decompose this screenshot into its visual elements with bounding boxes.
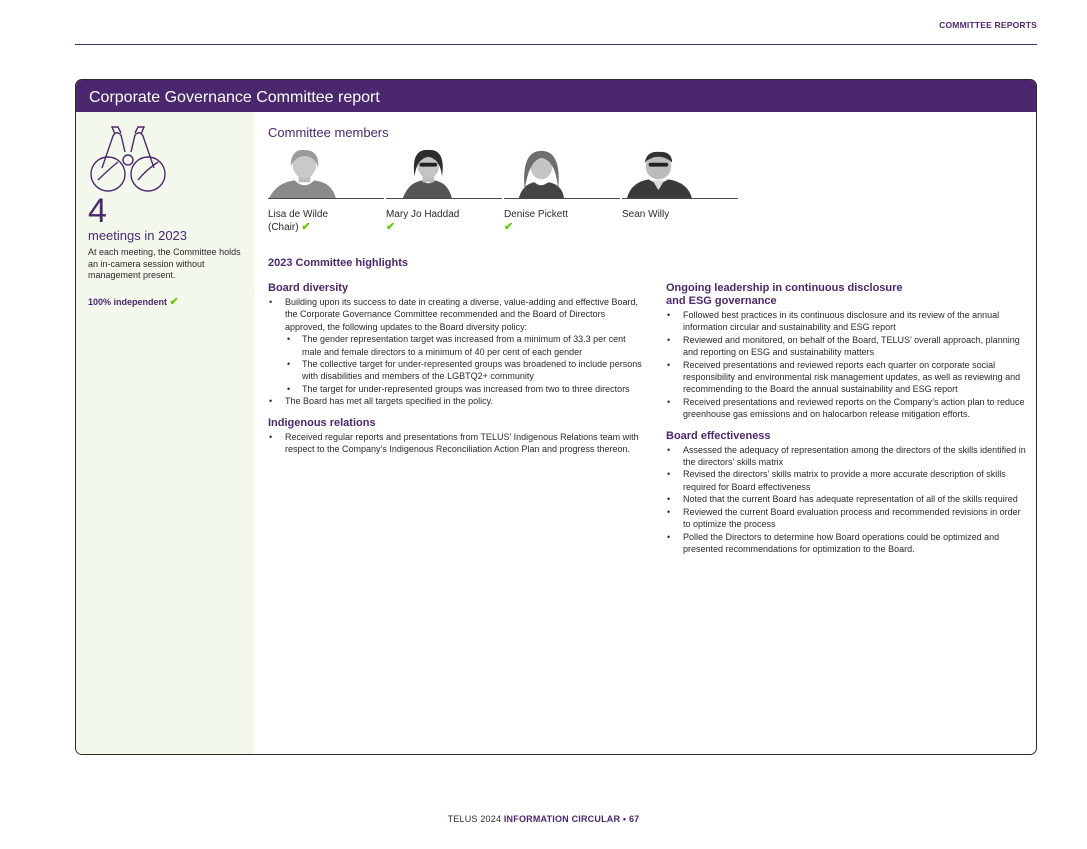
disclosure-title xyxy=(666,282,1026,308)
list-item: • Received regular reports and presentations from TELUS’ Indigenous Relations team with respect to the Company’s Indigenous Reconciliation Action Plan and progress thereon. xyxy=(268,431,643,456)
list-item: • Reviewed the current Board evaluation process and recommended revisions in order to optimize the process xyxy=(666,506,1026,531)
header-rule xyxy=(75,44,1037,45)
list-item-text: Building upon its success to date in creating a diverse, value-adding and effective Board, the Corporate Governance Committee recommended and the Board of Directors approved, the following updates to the Board diversity policy: xyxy=(285,297,639,332)
check-icon: ✔ xyxy=(169,295,179,308)
disclosure-title-line: and ESG governance xyxy=(666,295,777,307)
footer-prefix: TELUS 2024 xyxy=(447,814,504,824)
binoculars-icon xyxy=(88,122,168,194)
member-role xyxy=(386,221,504,234)
member-name: Sean Willy xyxy=(622,209,670,220)
members-title: Committee members xyxy=(268,125,389,140)
member-card xyxy=(504,147,622,234)
report-title: Corporate Governance Committee report xyxy=(76,80,1036,112)
member-name: Lisa de Wilde xyxy=(268,209,329,220)
member-role xyxy=(268,221,386,234)
board-diversity-list xyxy=(268,296,643,408)
disclosure-list xyxy=(666,309,1026,421)
list-item xyxy=(268,296,643,395)
indigenous-relations-list xyxy=(268,431,643,456)
page-number: 67 xyxy=(628,814,640,824)
list-item: • Revised the directors’ skills matrix to provide a more accurate description of skills required for Board effectiveness xyxy=(666,468,1026,493)
member-card xyxy=(268,147,386,234)
check-icon: ✔ xyxy=(386,221,396,233)
disclosure-title-line: Ongoing leadership in continuous disclosure xyxy=(666,282,903,294)
section-header: COMMITTEE REPORTS xyxy=(939,20,1037,30)
member-photo xyxy=(622,147,738,199)
list-item: • Reviewed and monitored, on behalf of the Board, TELUS’ overall approach, planning and reporting on ESG and sustainability matters xyxy=(666,334,1026,359)
committee-report-card xyxy=(75,79,1037,755)
members-row xyxy=(268,147,1022,234)
member-photo xyxy=(268,147,384,199)
list-item: • Noted that the current Board has adequate representation of all of the skills required xyxy=(666,493,1026,505)
list-item: • Assessed the adequacy of representation among the directors of the skills identified in the directors’ skills matrix xyxy=(666,444,1026,469)
highlights-left-column xyxy=(268,282,643,455)
member-card xyxy=(622,147,740,234)
member-role-text: (Chair) xyxy=(268,222,299,233)
member-card xyxy=(386,147,504,234)
member-role xyxy=(504,221,622,234)
list-item: • Received presentations and reviewed reports on the Company’s action plan to reduce greenhouse gas emissions and on halocarbon release mitigation efforts. xyxy=(666,396,1026,421)
member-photo xyxy=(386,147,502,199)
meetings-description: At each meeting, the Committee holds an in-camera session without management present. xyxy=(88,247,241,280)
indigenous-relations-title: Indigenous relations xyxy=(268,416,376,429)
member-name: Denise Pickett xyxy=(504,209,568,220)
independence-status xyxy=(88,295,244,308)
meetings-sidebar xyxy=(76,112,254,754)
report-body xyxy=(268,112,1026,754)
list-item: • The collective target for under-represented groups was broadened to include persons with disabilities and members of the LGBTQ2+ community xyxy=(285,358,643,383)
list-item: • Polled the Directors to determine how Board operations could be optimized and presented recommendations for optimization to the Board. xyxy=(666,531,1026,556)
check-icon: ✔ xyxy=(301,221,311,233)
highlights-right-column xyxy=(666,282,1026,555)
board-effectiveness-list xyxy=(666,444,1026,556)
meetings-count: 4 xyxy=(88,192,107,230)
diversity-sublist xyxy=(285,333,643,395)
member-photo xyxy=(504,147,620,199)
highlights-title: 2023 Committee highlights xyxy=(268,257,408,269)
meetings-label: meetings in 2023 xyxy=(88,228,188,243)
list-item: • The target for under-represented groups was increased from two to three directors xyxy=(285,383,643,395)
list-item: • The Board has met all targets specified in the policy. xyxy=(268,395,643,407)
list-item: • Received presentations and reviewed reports each quarter on corporate social responsibility and environmental risk management updates, as well as reviewing and recommending to the Board the annual sustainability and ESG report xyxy=(666,359,1026,396)
page-footer xyxy=(0,814,1087,824)
footer-separator: • xyxy=(620,814,629,824)
list-item: • The gender representation target was increased from a minimum of 33.3 per cent male and female directors to a minimum of 40 per cent of each gender xyxy=(285,333,643,358)
footer-title: INFORMATION CIRCULAR xyxy=(503,814,621,824)
board-diversity-title: Board diversity xyxy=(268,282,349,294)
board-effectiveness-title: Board effectiveness xyxy=(666,429,771,442)
member-name: Mary Jo Haddad xyxy=(386,209,460,220)
list-item: • Followed best practices in its continuous disclosure and its review of the annual information circular and sustainability and ESG report xyxy=(666,309,1026,334)
independence-label: 100% independent xyxy=(88,296,168,307)
check-icon: ✔ xyxy=(504,221,514,233)
